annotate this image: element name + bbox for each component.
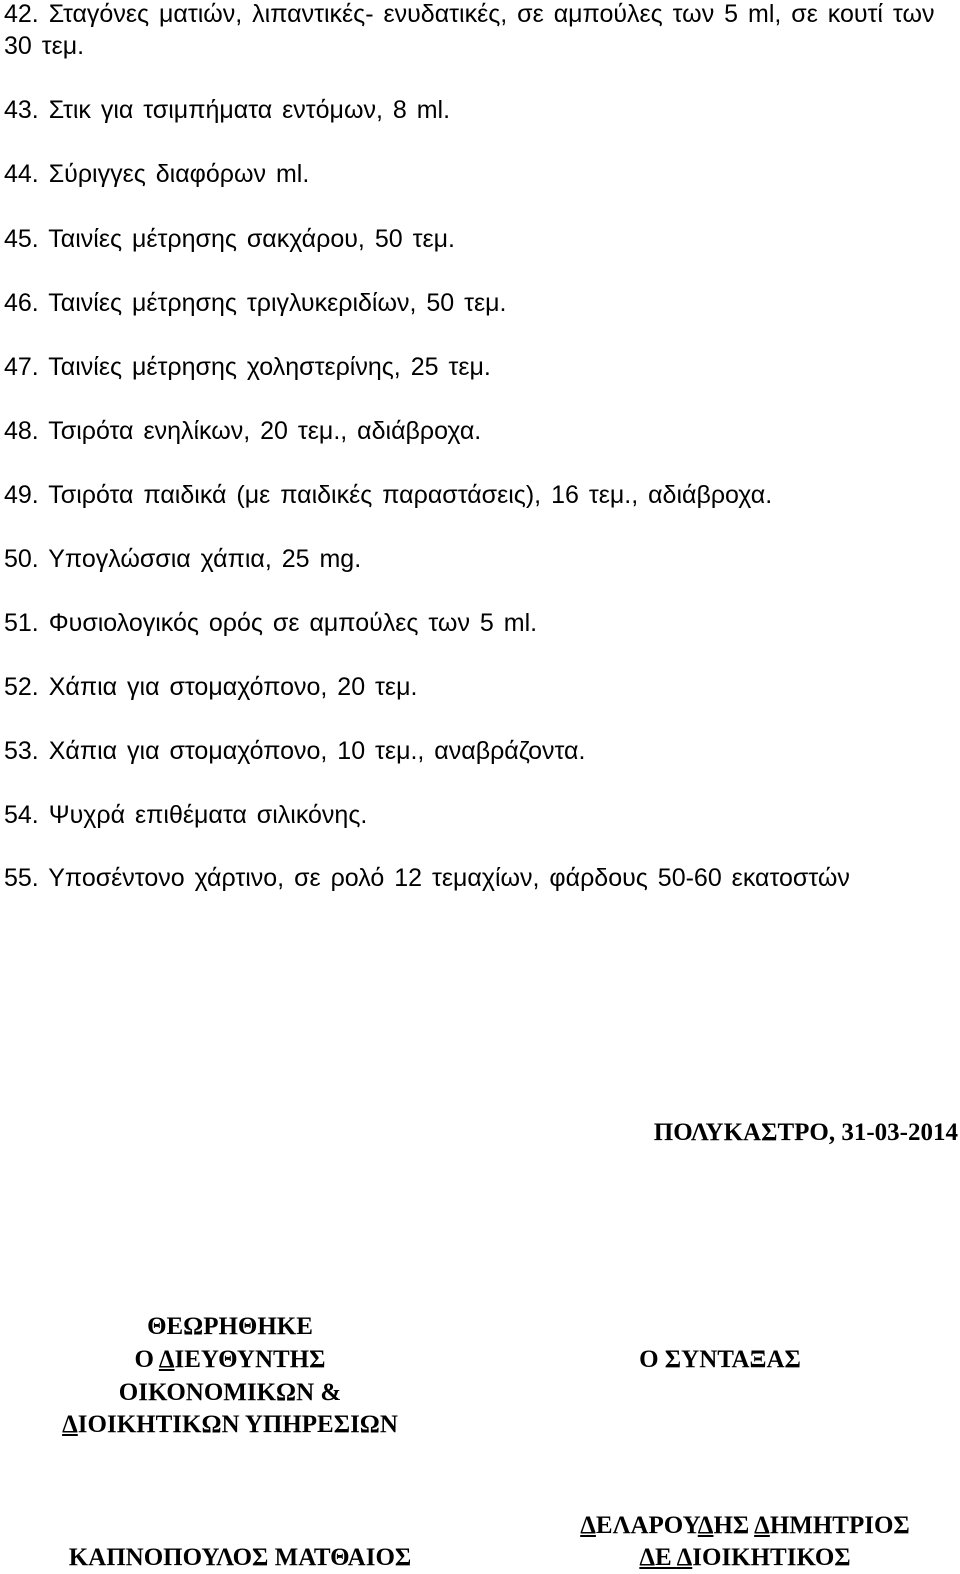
list-item-text: 51. Φυσιολογικός ορός σε αμπούλες των 5 ml.	[4, 609, 538, 637]
name-part-1: ΕΛΑΡΟΥ	[595, 1512, 698, 1539]
list-item-45	[4, 223, 455, 255]
right-signatory-name	[540, 1509, 950, 1542]
list-item-55	[4, 862, 864, 894]
list-item-text: 44. Σύριγγες διαφόρων ml.	[4, 160, 310, 188]
list-item-52	[4, 671, 417, 703]
list-item-text: 48. Τσιρότα ενηλίκων, 20 τεμ., αδιάβροχα.	[4, 417, 482, 445]
list-item-text: 43. Στικ για τσιμπήματα εντόμων, 8 ml.	[4, 96, 451, 124]
role-rest: ΙΟΙΚΗΤΙΚΟΣ	[692, 1544, 851, 1571]
role-underlined: Δ	[676, 1544, 693, 1571]
list-item-50	[4, 543, 361, 575]
admin-underlined: Δ	[62, 1411, 78, 1438]
director-underlined: Δ	[158, 1346, 175, 1373]
name-underlined-3: Δ	[754, 1512, 770, 1539]
director-label	[30, 1343, 430, 1376]
list-item-text: 47. Ταινίες μέτρησης χοληστερίνης, 25 τεμ.	[4, 353, 491, 381]
list-item-text: 45. Ταινίες μέτρησης σακχάρου, 50 τεμ.	[4, 225, 455, 253]
right-signatory-role	[540, 1541, 950, 1574]
name-underlined-2: Δ	[697, 1512, 714, 1539]
admin-rest: ΙΟΙΚΗΤΙΚΩΝ ΥΠΗΡΕΣΙΩΝ	[77, 1411, 398, 1438]
director-rest: ΙΕΥΘΥΝΤΗΣ	[174, 1346, 326, 1373]
role-prefix: ΔΕ	[639, 1544, 677, 1571]
approved-label: ΘΕΩΡΗΘΗΚΕ	[147, 1313, 313, 1340]
economic-label: ΟΙΚΟΝΟΜΙΚΩΝ &	[118, 1379, 342, 1406]
list-item-43	[4, 94, 450, 126]
list-item-text: 55. Υποσέντονο χάρτινο, σε ρολό 12 τεμαχίων, φάρδους 50-60 εκατοστών	[4, 864, 850, 892]
director-prefix: Ο	[134, 1346, 159, 1373]
list-item-text: 49. Τσιρότα παιδικά (με παιδικές παραστάσεις), 16 τεμ., αδιάβροχα.	[4, 481, 773, 509]
admin-services-label	[30, 1408, 430, 1441]
list-item-54	[4, 799, 367, 831]
name-underlined-1: Δ	[580, 1512, 596, 1539]
list-item-49	[4, 479, 772, 511]
left-signatory-name: ΚΑΠΝΟΠΟΥΛΟΣ ΜΑΤΘΑΙΟΣ	[68, 1544, 412, 1571]
list-item-46	[4, 287, 507, 319]
name-part-2: ΗΣ	[713, 1512, 755, 1539]
list-item-44	[4, 158, 309, 190]
list-item-51	[4, 607, 537, 639]
name-part-3: ΗΜΗΤΡΙΟΣ	[769, 1512, 910, 1539]
place-date: ΠΟΛΥΚΑΣΤΡΟ, 31-03-2014	[653, 1119, 958, 1146]
list-item-42	[4, 0, 954, 62]
list-item-text: 54. Ψυχρά επιθέματα σιλικόνης.	[4, 801, 368, 829]
list-item-text: 46. Ταινίες μέτρησης τριγλυκεριδίων, 50 τεμ.	[4, 289, 507, 317]
list-item-text: 42. Σταγόνες ματιών, λιπαντικές- ενυδατικές, σε αμπούλες των 5 ml, σε κουτί των 30 τεμ.	[4, 0, 935, 60]
list-item-48	[4, 415, 481, 447]
list-item-53	[4, 735, 585, 767]
list-item-47	[4, 351, 491, 383]
list-item-text: 50. Υπογλώσσια χάπια, 25 mg.	[4, 545, 362, 573]
list-item-text: 52. Χάπια για στομαχόπονο, 20 τεμ.	[4, 673, 418, 701]
composer-label: Ο ΣΥΝΤΑΞΑΣ	[639, 1346, 801, 1373]
list-item-text: 53. Χάπια για στομαχόπονο, 10 τεμ., αναβράζοντα.	[4, 737, 586, 765]
